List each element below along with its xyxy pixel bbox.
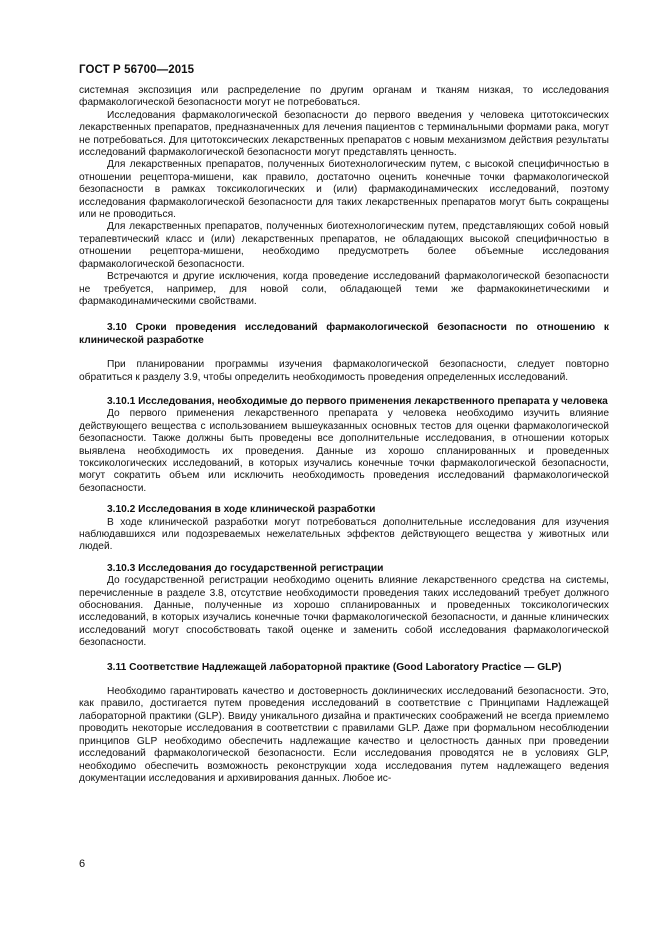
section-heading-3-10-2: 3.10.2 Исследования в ходе клинической разработки (107, 504, 376, 516)
section-heading-3-10-1: 3.10.1 Исследования, необходимые до первого применения лекарственного препарата у человека (107, 395, 608, 407)
paragraph: Для лекарственных препаратов, полученных биотехнологическим путем, с высокой специфичностью в отношении рецептора-мишени, как правило, достаточно оценить конечные точки фармакологической безопасности в рамках токсикологических и (или) фармакодинамических исследований, поэтому исследования фармакологической безопасности для таких лекарственных препаратов могут быть сокращены или не проводиться. (79, 159, 609, 221)
paragraph: Исследования фармакологической безопасности до первого введения у человека цитотоксических лекарственных препаратов, предназначенных для лечения пациентов с терминальными формами рака, могут не потребоваться. Для цитотоксических лекарственных препаратов с новым механизмом действия результаты исследований фармакологической безопасности могут представлять ценность. (79, 109, 609, 159)
section-heading-3-10-3: 3.10.3 Исследования до государственной регистрации (107, 562, 384, 574)
page-number: 6 (79, 858, 86, 870)
document-body (79, 85, 609, 785)
paragraph: При планировании программы изучения фармакологической безопасности, следует повторно обратиться к разделу 3.9, чтобы определить необходимость проведения определенных исследований. (79, 359, 609, 383)
paragraph: системная экспозиция или распределение по другим органам и тканям низкая, то исследования фармакологической безопасности могут не потребоваться. (79, 85, 609, 109)
paragraph: До государственной регистрации необходимо оценить влияние лекарственного средства на системы, перечисленные в разделе 3.8, отсутствие необходимости проведения таких исследований требует должного обоснования. Данные, полученные из хорошо спланированных и проведенных токсикологических исследований, в которых изучались конечные точки фармакологической безопасности, и данные клинических исследований могут способствовать такой оценке и заменить собой исследования фармакологической безопасности. (79, 575, 609, 649)
paragraph: Для лекарственных препаратов, полученных биотехнологическим путем, представляющих собой новый терапевтический класс и (или) лекарственных препаратов, не обладающих высокой специфичностью в отношении рецептора-мишени, необходимо предусмотреть более объемные исследования фармакологической безопасности. (79, 221, 609, 270)
paragraph: В ходе клинической разработки могут потребоваться дополнительные исследования для изучения наблюдавшихся или подозреваемых нежелательных эффектов действующего вещества у животных или людей. (79, 516, 609, 553)
section-heading-3-11: 3.11 Соответствие Надлежащей лабораторной практике (Good Laboratory Practice — GLP) (107, 661, 562, 673)
section-heading-3-10: 3.10 Сроки проведения исследований фармакологической безопасности по отношению к клинической разработке (79, 322, 609, 346)
document-header: ГОСТ Р 56700—2015 (79, 64, 195, 76)
paragraph: Встречаются и другие исключения, когда проведение исследований фармакологической безопасности не требуется, например, для новой соли, обладающей теми же фармакокинетическими и фармакодинамическими свойствами. (79, 271, 609, 307)
paragraph: Необходимо гарантировать качество и достоверность доклинических исследований безопасности. Это, как правило, достигается путем проведения исследований в соответствие с Принципами Надлежащей лабораторной практики (GLP). Ввиду уникального дизайна и практических соображений не всегда приемлемо проводить некоторые исследования в соответствии с правилами GLP. Даже при формальном несоблюдении принципов GLP необходимо обеспечить надлежащие качество и целостность данных при проведении исследований фармакологической безопасности. Если исследования проводятся не в условиях GLP, необходимо обеспечить возможность реконструкции хода исследования путем надлежащего ведения документации исследования и архивирования данных. Любое ис- (79, 686, 609, 784)
paragraph: До первого применения лекарственного препарата у человека необходимо изучить влияние действующего вещества с использованием вышеуказанных основных тестов для оценки фармакологической безопасности. Также должны быть проведены все дополнительные исследования, в отношении которых выявлена необходимость их проведения. Данные из хорошо спланированных и проведенных токсикологических исследований, в которых изучались конечные точки фармакологической безопасности, могут сократить объем или исключить необходимость проведения исследований фармакологической безопасности. (79, 408, 609, 494)
